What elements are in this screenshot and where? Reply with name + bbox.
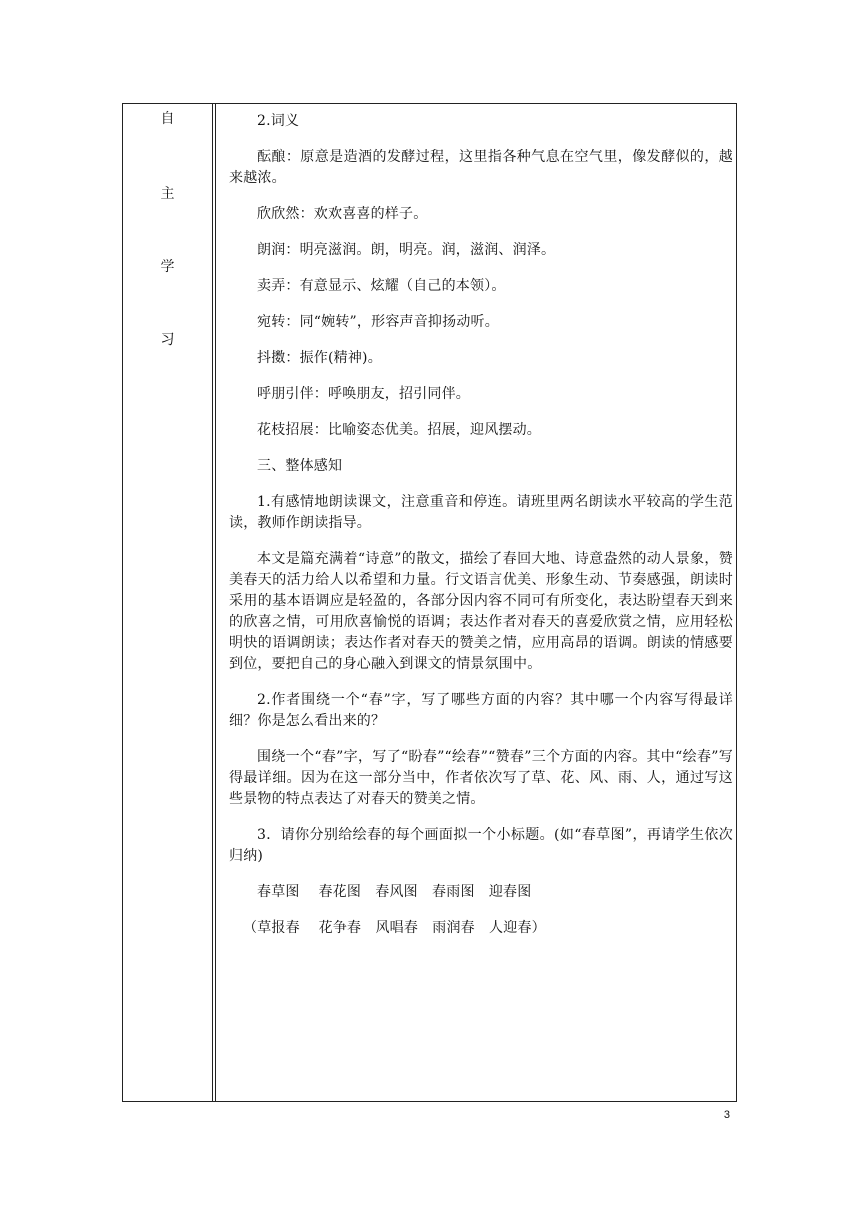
vocab-item: 抖擞：振作(精神)。	[257, 350, 382, 366]
section-heading-vocab: 2.词义	[257, 113, 300, 129]
side-label-char-4: 习	[160, 332, 175, 348]
page-number: 3	[723, 1109, 730, 1121]
question-paragraph: 2.作者围绕一个“春”字，写了哪些方面的内容？其中哪一个内容写得最详细？你是怎么看出来的？	[229, 692, 733, 729]
side-label-char-3: 学	[160, 259, 175, 275]
vocab-item: 卖弄：有意显示、炫耀（自己的本领）。	[257, 278, 506, 294]
subtitle-row: 春草图 春花图 春风图 春雨图 迎春图	[257, 884, 532, 900]
main-content	[229, 111, 733, 954]
answer-paragraph: 围绕一个“春”字，写了“盼春”“绘春”“赞春”三个方面的内容。其中“绘春”写得最详细。因为在这一部分当中，作者依次写了草、花、风、雨、人，通过写这些景物的特点表达了对春天的赞美之情。	[229, 749, 733, 807]
content-table	[122, 103, 737, 1102]
vocab-item: 酝酿：原意是造酒的发酵过程，这里指各种气息在空气里，像发酵似的，越来越浓。	[229, 149, 733, 186]
column-divider-inner	[215, 104, 216, 1101]
column-divider	[212, 104, 213, 1101]
vocab-item: 欣欣然：欢欢喜喜的样子。	[257, 206, 428, 222]
side-label-char-2: 主	[160, 186, 175, 202]
vocab-item: 呼朋引伴：呼唤朋友，招引同伴。	[257, 386, 470, 402]
question-paragraph: 3．请你分别给绘春的每个画面拟一个小标题。(如“春草图”，再请学生依次归纳)	[229, 827, 733, 864]
vocab-item: 宛转：同“婉转”，形容声音抑扬动听。	[257, 314, 499, 330]
section-heading-overall: 三、整体感知	[257, 458, 343, 474]
question-paragraph: 1.有感情地朗读课文，注意重音和停连。请班里两名朗读水平较高的学生范读，教师作朗读指导。	[229, 494, 733, 531]
subtitle-row-alt: （草报春 花争春 风唱春 雨润春 人迎春）	[243, 920, 546, 936]
side-label-char-1: 自	[160, 111, 175, 127]
vocab-item: 朗润：明亮滋润。朗，明亮。润，滋润、润泽。	[257, 242, 556, 258]
answer-paragraph: 本文是篇充满着“诗意”的散文，描绘了春回大地、诗意盎然的动人景象，赞美春天的活力给人以希望和力量。行文语言优美、形象生动、节奏感强，朗读时采用的基本语调应是轻盈的，各部分因内容不同可有所变化，表达盼望春天到来的欣喜之情，可用欣喜愉悦的语调；表达作者对春天的喜爱欣赏之情，应用轻松明快的语调朗读；表达作者对春天的赞美之情，应用高昂的语调。朗读的情感要到位，要把自己的身心融入到课文的情景氛围中。	[229, 551, 733, 672]
vocab-item: 花枝招展：比喻姿态优美。招展，迎风摆动。	[257, 422, 541, 438]
